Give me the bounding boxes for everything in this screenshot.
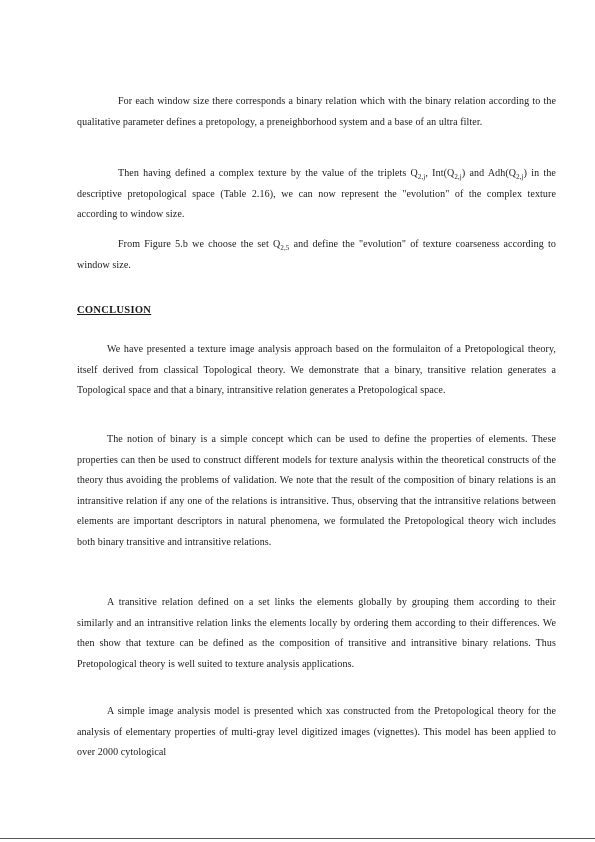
paragraph-complex-texture xyxy=(77,164,556,226)
p3-text-a: From Figure 5.b we choose the set Q xyxy=(118,239,281,250)
p2-text-d: ) in the descriptive pretopological space (Table 2.16), we can now represent the "evolution" of the complex texture according to window size. xyxy=(77,168,556,221)
conclusion-heading: CONCLUSION xyxy=(77,305,152,316)
p2-subscript-1: 2,j xyxy=(417,173,426,181)
p2-subscript-3: 2,j xyxy=(516,173,524,181)
p2-text-a: Then having defined a complex texture by the value of the triplets Q xyxy=(118,168,418,179)
conclusion-paragraph-2: The notion of binary is a simple concept which can be used to define the properties of elements. These properties can then be used to construct different models for texture analysis within the theoretical constructs of the theory thus avoiding the problems of validation. We note that the result of the composition of binary relations is an intransitive relation if any one of the relations is intransitive. Thus, observing that the intransitive relations between elements are important descriptors in natural phenomena, we formulated the Pretopological theory wich includes both binary transitive and intransitive relations. xyxy=(77,434,556,548)
p3-subscript: 2,5 xyxy=(280,244,290,252)
page-bottom-rule xyxy=(0,838,595,839)
p3-text-b: and define the "evolution" of texture coarseness according to window size. xyxy=(77,239,556,271)
conclusion-paragraph-3: A transitive relation defined on a set links the elements globally by grouping them according to their similarly and an intransitive relation links the elements locally by ordering them according to their differences. We then show that texture can be defined as the composition of transitive and intransitive binary relations. Thus Pretopological theory is well suited to texture analysis applications. xyxy=(77,597,556,670)
p2-text-b: , Int(Q xyxy=(425,168,455,179)
p2-subscript-2: 2,j xyxy=(454,173,462,181)
p2-text-c: ) and Adh(Q xyxy=(461,168,517,179)
conclusion-paragraph-1: We have presented a texture image analysis approach based on the formulaiton of a Pretopological theory, itself derived from classical Topological theory. We demonstrate that a binary, transitive relation generates a Topological space and that a binary, intransitive relation generates a Pretopological space. xyxy=(77,344,556,397)
paragraph-window-size: For each window size there corresponds a binary relation which with the binary relation according to the qualitative parameter defines a pretopology, a preneighborhood system and a base of an ultra filter. xyxy=(77,96,556,128)
conclusion-paragraph-4: A simple image analysis model is presented which xas constructed from the Pretopological theory for the analysis of elementary properties of multi-gray level digitized images (vignettes). This model has been applied to over 2000 cytological xyxy=(77,706,556,759)
paragraph-figure-5b xyxy=(77,235,556,276)
